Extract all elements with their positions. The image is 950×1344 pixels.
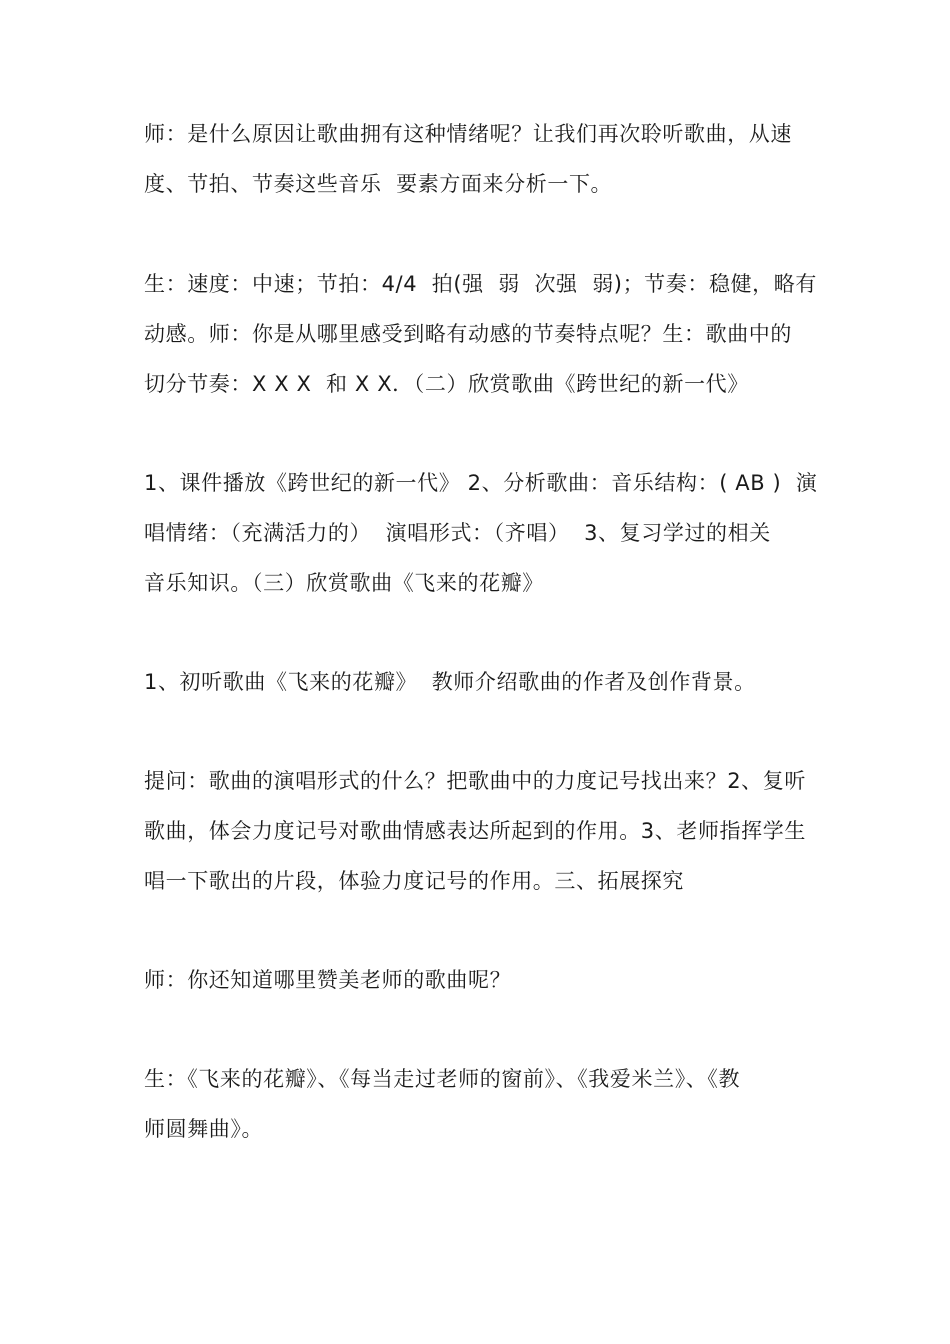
paragraph-student-answer-songs xyxy=(144,1054,812,1154)
text-line: 提问：歌曲的演唱形式的什么？把歌曲中的力度记号找出来？2、复听 xyxy=(144,769,806,793)
paragraph-first-listen xyxy=(144,657,812,707)
text-line: 师：是什么原因让歌曲拥有这种情绪呢？让我们再次聆听歌曲，从速 xyxy=(144,122,792,146)
text-line: 度、节拍、节奏这些音乐 要素方面来分析一下。 xyxy=(144,172,613,196)
paragraph-student-answer-rhythm xyxy=(144,259,817,409)
text-line: 歌曲，体会力度记号对歌曲情感表达所起到的作用。3、老师指挥学生 xyxy=(144,819,806,843)
text-line: 音乐知识。（三）欣赏歌曲《飞来的花瓣》 xyxy=(144,571,544,595)
paragraph-song-analysis xyxy=(144,458,818,608)
text-line: 1、初听歌曲《飞来的花瓣》 教师介绍歌曲的作者及创作背景。 xyxy=(144,670,756,694)
text-line: 生：《飞来的花瓣》、《每当走过老师的窗前》、《我爱米兰》、《教 xyxy=(144,1067,741,1091)
text-line: 唱情绪：（充满活力的） 演唱形式：（齐唱） 3、复习学过的相关 xyxy=(144,521,771,545)
text-line: 师圆舞曲》。 xyxy=(144,1117,264,1141)
text-line: 动感。师：你是从哪里感受到略有动感的节奏特点呢？生：歌曲中的 xyxy=(144,322,792,346)
text-line: 生：速度：中速；节拍：4/4 拍(强 弱 次强 弱)；节奏：稳健，略有 xyxy=(144,272,817,296)
paragraph-teacher-question-analysis xyxy=(144,109,812,209)
paragraph-teacher-question-songs xyxy=(144,955,812,1005)
paragraph-questions-dynamics xyxy=(144,756,812,906)
text-line: 师：你还知道哪里赞美老师的歌曲呢？ xyxy=(144,968,512,992)
text-line: 1、课件播放《跨世纪的新一代》 2、分析歌曲：音乐结构：( AB ) 演 xyxy=(144,471,818,495)
text-line: 唱一下歌出的片段，体验力度记号的作用。三、拓展探究 xyxy=(144,869,684,893)
text-line: 切分节奏：X X X 和 X X．（二）欣赏歌曲《跨世纪的新一代》 xyxy=(144,372,749,396)
